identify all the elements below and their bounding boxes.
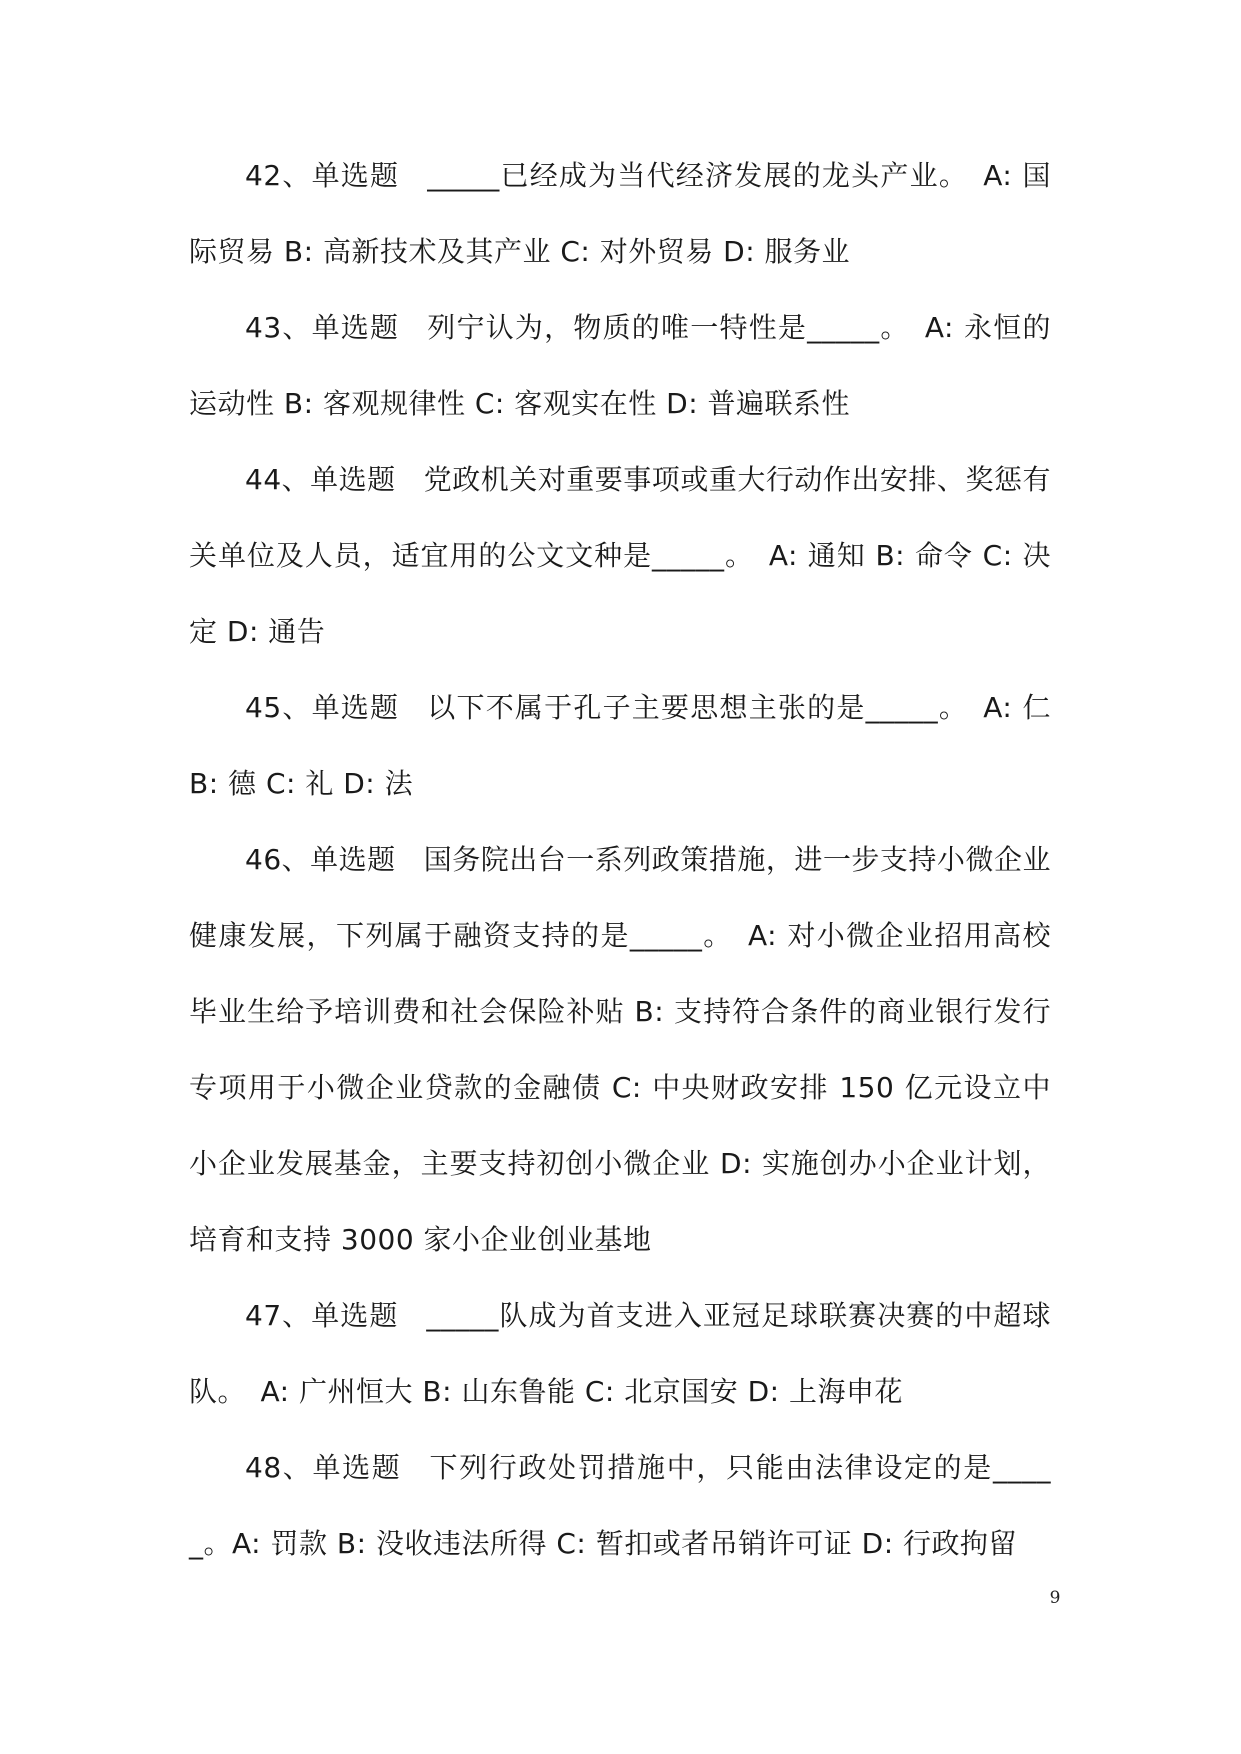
question-text: _____已经成为当代经济发展的龙头产业。 A: 国际贸易 B: 高新技术及其产业 C: 对外贸易 D: 服务业 bbox=[189, 159, 1051, 268]
question-46 bbox=[189, 822, 1051, 1278]
question-type: 单选题 bbox=[311, 1299, 399, 1332]
question-number: 46、 bbox=[245, 843, 311, 876]
question-44 bbox=[189, 442, 1051, 670]
question-number: 45、 bbox=[245, 691, 312, 724]
question-type: 单选题 bbox=[310, 463, 396, 496]
question-number: 43、 bbox=[245, 311, 312, 344]
question-type: 单选题 bbox=[311, 691, 400, 724]
question-type: 单选题 bbox=[312, 1451, 402, 1484]
page-number: 9 bbox=[1049, 1588, 1061, 1608]
question-type: 单选题 bbox=[310, 843, 396, 876]
question-text: 党政机关对重要事项或重大行动作出安排、奖惩有关单位及人员，适宜用的公文文种是_____。 A: 通知 B: 命令 C: 决定 D: 通告 bbox=[189, 463, 1051, 648]
question-47 bbox=[189, 1278, 1051, 1430]
question-type: 单选题 bbox=[311, 159, 400, 192]
question-text: 国务院出台一系列政策措施，进一步支持小微企业健康发展，下列属于融资支持的是_____。 A: 对小微企业招用高校毕业生给予培训费和社会保险补贴 B: 支持符合条件的商业银行发行专项用于小微企业贷款的金融债 C: 中央财政安排 150 亿元设立中小企业发展基金，主要支持初创小微企业 D: 实施创办小企业计划，培育和支持 3000 家小企业创业基地 bbox=[189, 843, 1051, 1256]
question-42 bbox=[189, 138, 1051, 290]
question-number: 48、 bbox=[245, 1451, 313, 1484]
question-text: 列宁认为，物质的唯一特性是_____。 A: 永恒的运动性 B: 客观规律性 C: 客观实在性 D: 普遍联系性 bbox=[189, 311, 1051, 420]
question-number: 42、 bbox=[245, 159, 312, 192]
question-45 bbox=[189, 670, 1061, 822]
question-list bbox=[189, 138, 1061, 1582]
question-text: 下列行政处罚措施中，只能由法律设定的是_____。A: 罚款 B: 没收违法所得 C: 暂扣或者吊销许可证 D: 行政拘留 bbox=[189, 1451, 1051, 1560]
question-number: 47、 bbox=[245, 1299, 312, 1332]
question-48 bbox=[189, 1430, 1051, 1582]
question-text: _____队成为首支进入亚冠足球联赛决赛的中超球队。 A: 广州恒大 B: 山东鲁能 C: 北京国安 D: 上海申花 bbox=[189, 1299, 1051, 1408]
question-text: 以下不属于孔子主要思想主张的是_____。 A: 仁 B: 德 C: 礼 D: 法 bbox=[189, 691, 1061, 800]
question-type: 单选题 bbox=[311, 311, 400, 344]
question-number: 44、 bbox=[245, 463, 311, 496]
question-43 bbox=[189, 290, 1051, 442]
